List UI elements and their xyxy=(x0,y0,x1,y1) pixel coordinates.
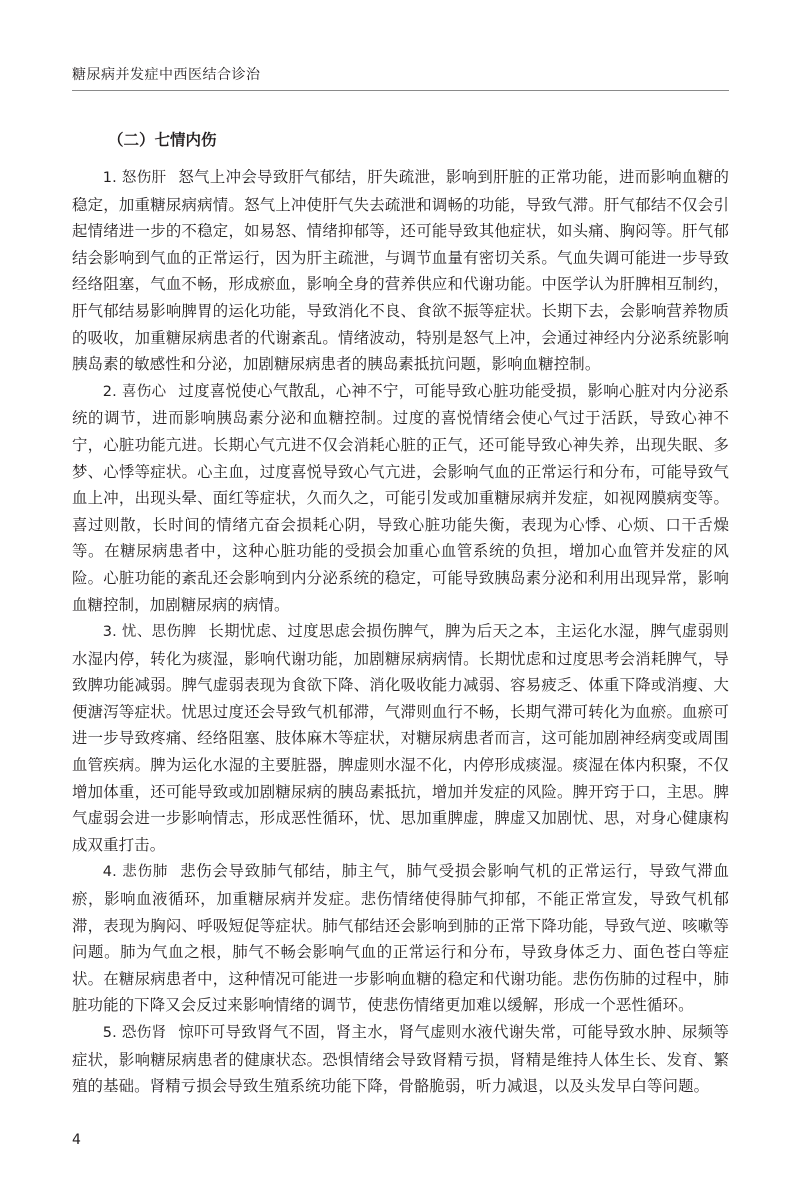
paragraph-anger-liver xyxy=(72,164,729,378)
section-heading: （二）七情内伤 xyxy=(108,131,217,149)
body-text xyxy=(72,128,729,1100)
paragraph-lead: 4. 悲伤肺 xyxy=(102,864,169,881)
paragraph-lead: 5. 恐伤肾 xyxy=(102,1025,167,1041)
paragraph-fear-kidney xyxy=(72,1019,729,1100)
paragraph-text: 过度喜悦使心气散乱，心神不宁，可能导致心脏功能受损，影响心脏对内分泌系统的调节，进而影响胰岛素分泌和血糖控制。过度的喜悦情绪会使心气过于活跃，导致心神不宁，心脏功能亢进。长期心气亢进不仅会消耗心脏的正气，还可能导致心神失养，出现失眠、多梦、心悸等症状。心主血，过度喜悦导致心气亢进，会影响气血的正常运行和分布，可能导致气血上冲，出现头晕、面红等症状，久而久之，可能引发或加重糖尿病并发症，如视网膜病变等。喜过则散，长时间的情绪亢奋会损耗心阴，导致心脏功能失衡，表现为心悸、心烦、口干舌燥等。在糖尿病患者中，这种心脏功能的受损会加重心血管系统的负担，增加心血管并发症的风险。心脏功能的紊乱还会影响到内分泌系统的稳定，可能导致胰岛素分泌和利用出现异常，影响血糖控制，加剧糖尿病的病情。 xyxy=(72,381,729,614)
paragraph-text: 悲伤会导致肺气郁结，肺主气，肺气受损会影响气机的正常运行，导致气滞血瘀，影响血液循环，加重糖尿病并发症。悲伤情绪使得肺气抑郁，不能正常宣发，导致气机郁滞，表现为胸闷、呼吸短促等症状。肺气郁结还会影响到肺的正常下降功能，导致气逆、咳嗽等问题。肺为气血之根，肺气不畅会影响气血的正常运行和分布，导致身体乏力、面色苍白等症状。在糖尿病患者中，这种情况可能进一步影响血糖的稳定和代谢功能。悲伤伤肺的过程中，肺脏功能的下降又会反过来影响情绪的调节，使悲伤情绪更加难以缓解，形成一个恶性循环。 xyxy=(72,862,729,1015)
header-divider xyxy=(72,90,729,91)
paragraph-lead: 2. 喜伤心 xyxy=(102,383,167,400)
page-number: 4 xyxy=(72,1132,81,1148)
paragraph-lead: 1. 怒伤肝 xyxy=(102,170,167,186)
paragraph-text: 长期忧虑、过度思虑会损伤脾气，脾为后天之本，主运化水湿，脾气虚弱则水湿内停，转化为痰湿，影响代谢功能，加剧糖尿病病情。长期忧虑和过度思考会消耗脾气，导致脾功能减弱。脾气虚弱表现为食欲下降、消化吸收能力减弱、容易疲乏、体重下降或消瘦、大便溏泻等症状。忧思过度还会导致气机郁滞，气滞则血行不畅，长期气滞可转化为血瘀。血瘀可进一步导致疼痛、经络阻塞、肢体麻木等症状，对糖尿病患者而言，这可能加剧神经病变或周围血管疾病。脾为运化水湿的主要脏器，脾虚则水湿不化，内停形成痰湿。痰湿在体内积聚，不仅增加体重，还可能导致或加剧糖尿病的胰岛素抵抗，增加并发症的风险。脾开窍于口，主思。脾气虚弱会进一步影响情志，形成恶性循环，忧、思加重脾虚，脾虚又加剧忧、思，对身心健康构成双重打击。 xyxy=(72,622,729,854)
paragraph-text: 怒气上冲会导致肝气郁结，肝失疏泄，影响到肝脏的正常功能，进而影响血糖的稳定，加重糖尿病病情。怒气上冲使肝气失去疏泄和调畅的功能，导致气滞。肝气郁结不仅会引起情绪进一步的不稳定，如易怒、情绪抑郁等，还可能导致其他症状，如头痛、胸闷等。肝气郁结会影响到气血的正常运行，因为肝主疏泄，与调节血量有密切关系。气血失调可能进一步导致经络阻塞，气血不畅，形成瘀血，影响全身的营养供应和代谢功能。中医学认为肝脾相互制约，肝气郁结易影响脾胃的运化功能，导致消化不良、食欲不振等症状。长期下去，会影响营养物质的吸收，加重糖尿病患者的代谢紊乱。情绪波动，特别是怒气上冲，会通过神经内分泌系统影响胰岛素的敏感性和分泌，加剧糖尿病患者的胰岛素抵抗问题，影响血糖控制。 xyxy=(72,168,729,374)
paragraph-joy-heart xyxy=(72,378,729,618)
paragraph-grief-lung xyxy=(72,858,729,1019)
paragraph-lead: 3. 忧、思伤脾 xyxy=(102,624,197,641)
paragraph-text: 惊吓可导致肾气不固，肾主水，肾气虚则水液代谢失常，可能导致水肿、尿频等症状，影响糖尿病患者的健康状态。恐惧情绪会导致肾精亏损，肾精是维持人体生长、发育、繁殖的基础。肾精亏损会导致生殖系统功能下降，骨骼脆弱，听力减退，以及头发早白等问题。 xyxy=(72,1023,729,1096)
running-header-title: 糖尿病并发症中西医结合诊治 xyxy=(72,67,261,83)
paragraph-worry-spleen xyxy=(72,618,729,858)
